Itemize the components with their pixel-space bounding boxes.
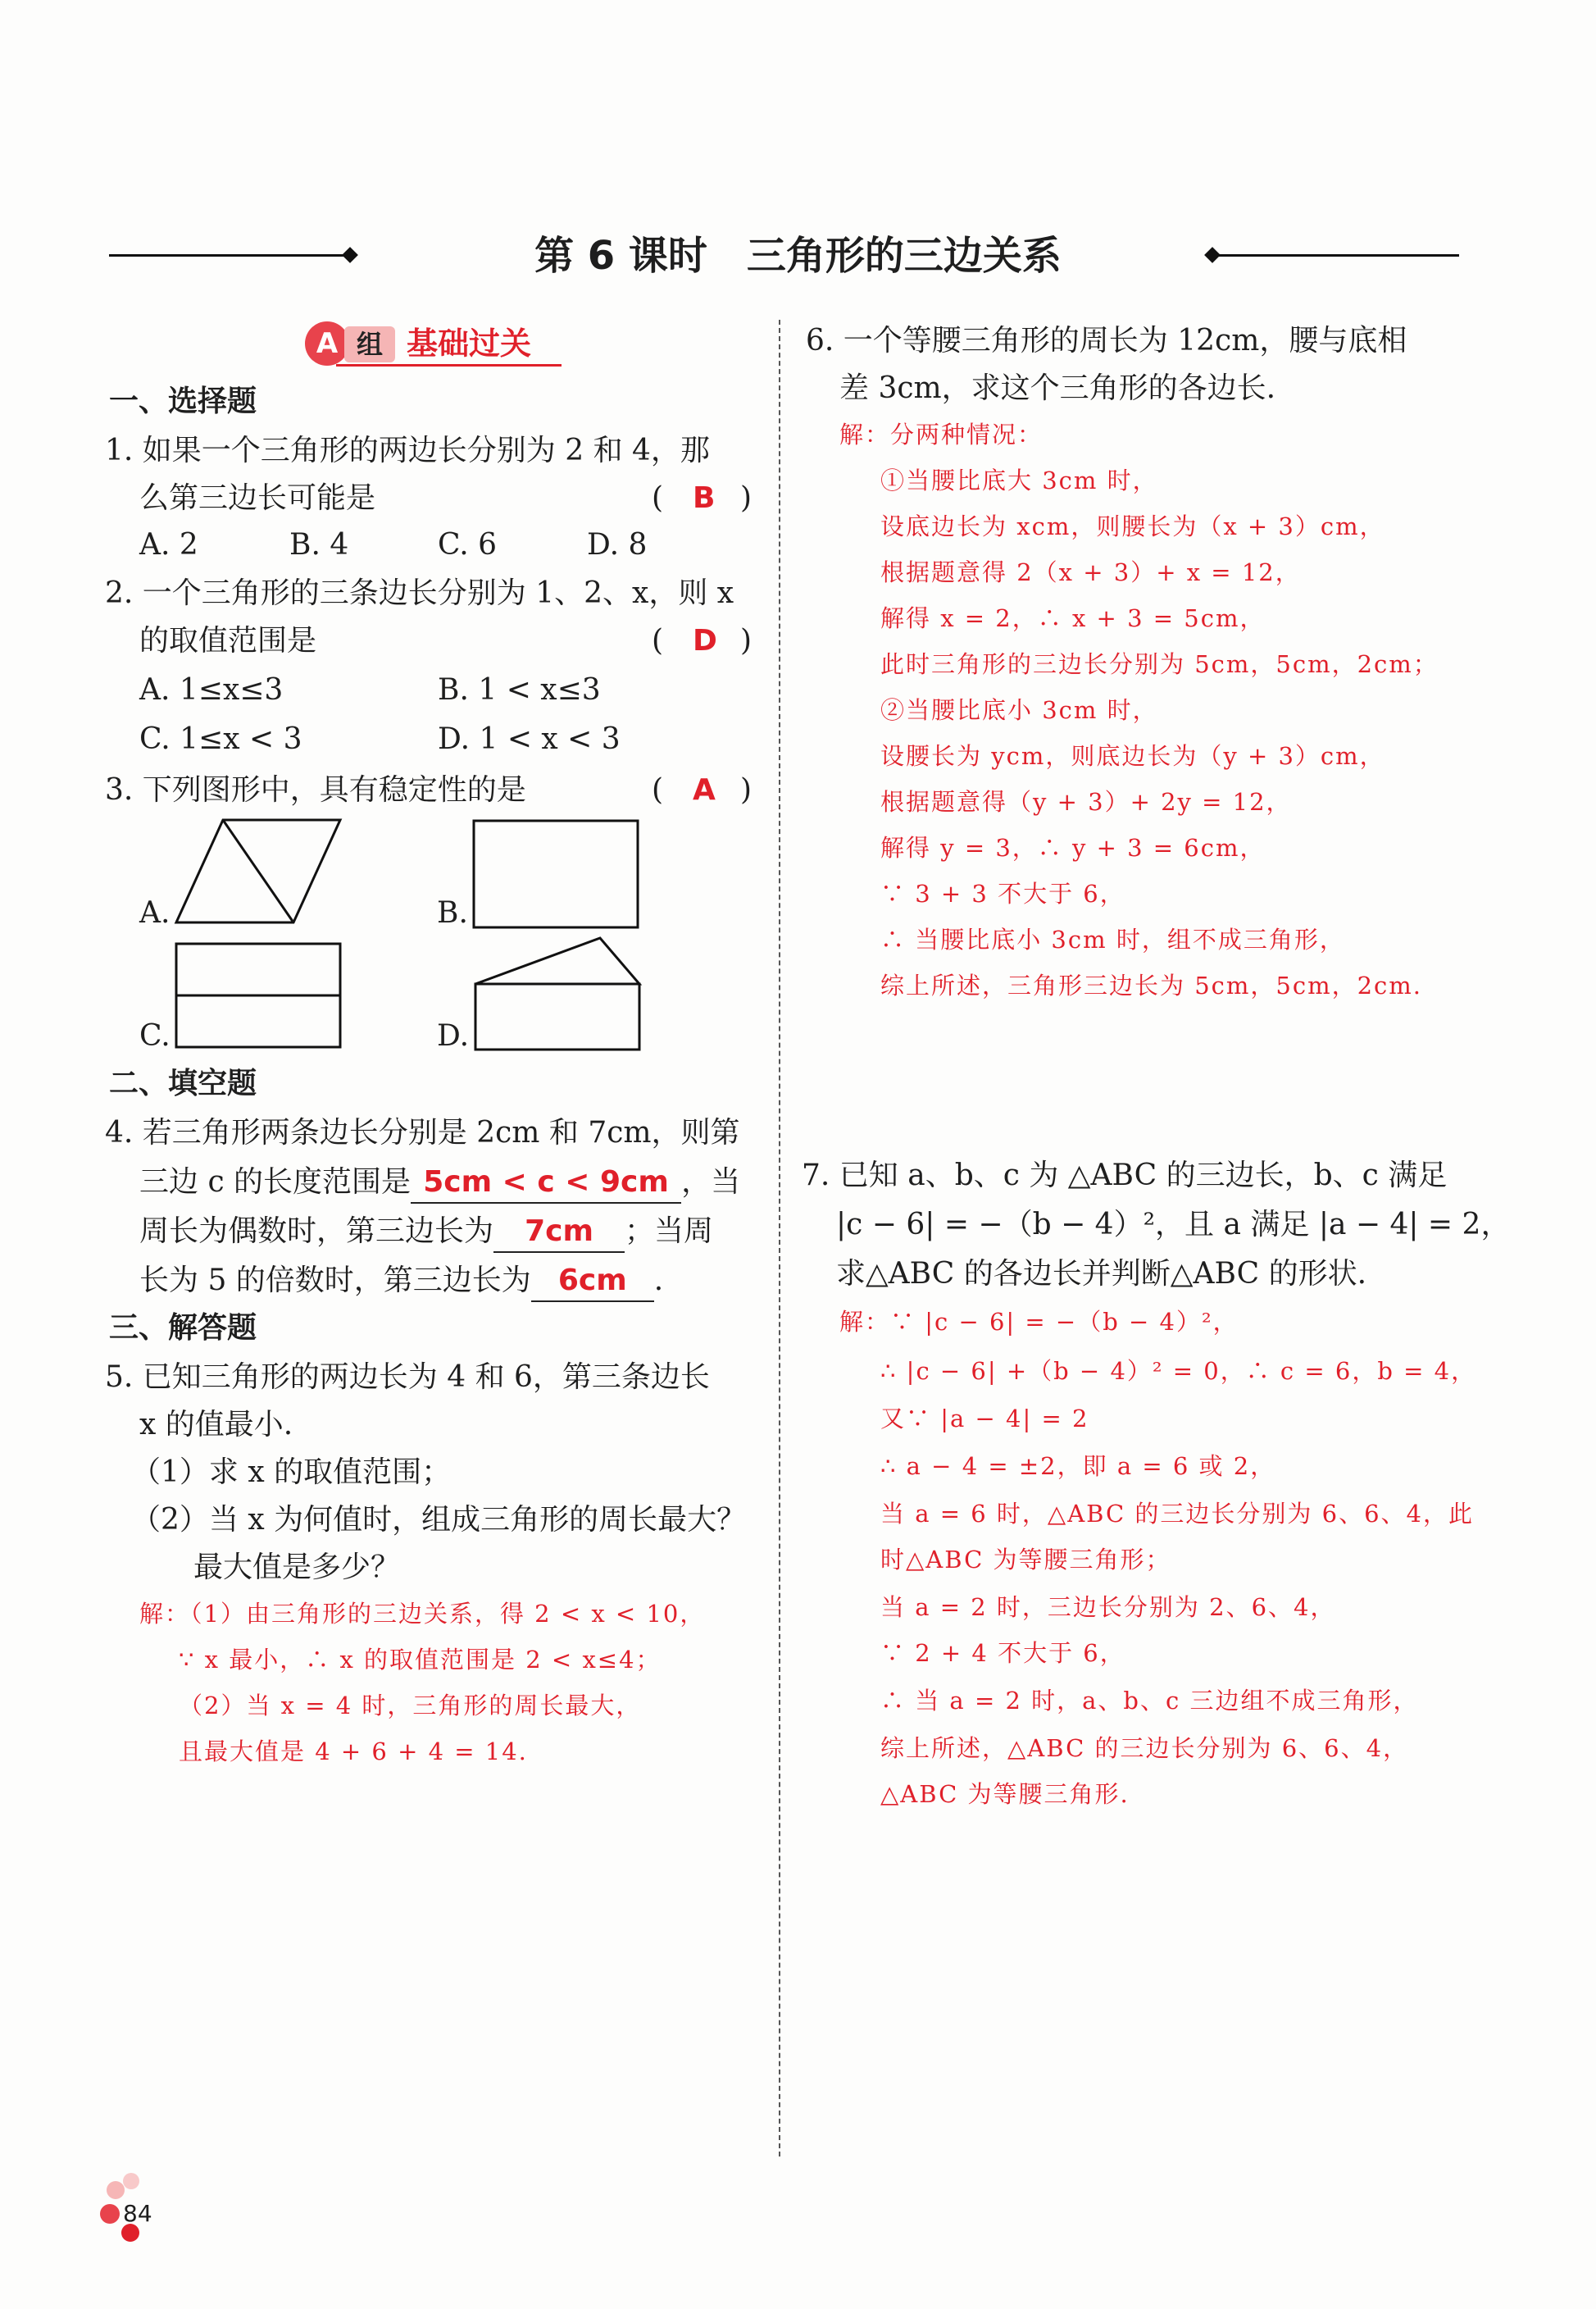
q3-figure-c-split-rectangle [174, 941, 346, 1052]
q1-bracket-close: ) [740, 481, 753, 515]
header-rule-right [1213, 254, 1459, 257]
q6-solution-line: ∵ 3 + 3 不大于 6， [880, 880, 1125, 908]
q6-solution-line: 解得 y = 3，∴ y + 3 = 6cm， [880, 834, 1266, 862]
q4-line4 [139, 1261, 663, 1302]
q1-answer: B [693, 481, 716, 515]
q5-solution-line: （2）当 x = 4 时，三角形的周长最大， [179, 1692, 642, 1719]
q1-option-d: D. 8 [587, 528, 648, 562]
q2-option-a: A. 1≤x≤3 [139, 673, 284, 707]
q3-option-a-label: A. [139, 896, 171, 930]
q4-line1: 4. 若三角形两条边长分别是 2cm 和 7cm，则第 [105, 1116, 740, 1150]
q5-solution-line: 且最大值是 4 + 6 + 4 = 14. [179, 1737, 528, 1765]
q5-line2: x 的值最小. [139, 1408, 293, 1441]
q4-line2 [139, 1163, 740, 1204]
q3-figure-d-house-shape [473, 933, 645, 1054]
q5-solution-line: 解：（1）由三角形的三边关系，得 2 < x < 10， [139, 1600, 706, 1628]
q6-solution-line: 根据题意得 2（x + 3）+ x = 12， [880, 558, 1301, 586]
q4-line2-tail: ，当 [681, 1165, 741, 1199]
q3-answer: A [693, 773, 716, 807]
q3-option-d-label: D. [437, 1019, 470, 1053]
q5-line1: 5. 已知三角形的两边长为 4 和 6，第三条边长 [105, 1360, 710, 1394]
page-title: 第 6 课时 三角形的三边关系 [534, 233, 1062, 279]
q5-part2a: （2）当 x 为何值时，组成三角形的周长最大？ [131, 1503, 747, 1537]
q1-line1: 1. 如果一个三角形的两边长分别为 2 和 4，那 [105, 434, 710, 467]
q7-solution-line: 时△ABC 为等腰三角形； [880, 1546, 1171, 1573]
q6-solution-line: ①当腰比底大 3cm 时， [880, 467, 1158, 494]
q7-solution-line: 综上所述，△ABC 的三边长分别为 6、6、4， [880, 1734, 1409, 1762]
section-choice: 一、选择题 [109, 385, 257, 418]
q6-solution-line: ∴ 当腰比底小 3cm 时，组不成三角形， [880, 926, 1345, 954]
q3-figure-b-rectangle [471, 818, 643, 931]
q6-line1: 6. 一个等腰三角形的周长为 12cm，腰与底相 [806, 324, 1407, 358]
badge-underline [336, 364, 562, 367]
q7-solution-line: ∴ 当 a = 2 时，a、b、c 三边组不成三角形， [880, 1687, 1419, 1715]
q5-part1: （1）求 x 的取值范围； [131, 1455, 452, 1489]
q7-solution-line: 当 a = 2 时，三边长分别为 2、6、4， [880, 1593, 1336, 1621]
q4-blank-range: 5cm < c < 9cm [411, 1163, 681, 1204]
column-divider [779, 320, 780, 2156]
q4-line3-text: 周长为偶数时，第三边长为 [139, 1214, 494, 1248]
q3-bracket-close: ) [740, 773, 753, 807]
q6-solution-line: 根据题意得（y + 3）+ 2y = 12， [880, 788, 1292, 816]
q4-line4-text: 长为 5 的倍数时，第三边长为 [139, 1264, 531, 1297]
q4-blank-multiple5: 6cm [531, 1261, 654, 1302]
q4-blank-even: 7cm [493, 1212, 625, 1253]
q2-line1: 2. 一个三角形的三条边长分别为 1、2、x，则 x [105, 576, 734, 610]
q6-solution-line: 综上所述，三角形三边长为 5cm，5cm，2cm. [880, 972, 1423, 1000]
q2-option-d: D. 1 < x < 3 [438, 722, 621, 756]
q1-option-b: B. 4 [289, 528, 349, 562]
q6-solution-line: 设底边长为 xcm，则腰长为（x + 3）cm， [880, 512, 1385, 540]
q7-solution-line: ∴ |c − 6| +（b − 4）² = 0，∴ c = 6，b = 4， [880, 1357, 1477, 1385]
q7-solution-line: 解：∵ |c − 6| = −（b − 4）²， [839, 1308, 1239, 1336]
q2-answer: D [693, 624, 717, 658]
q6-solution-line: 解得 x = 2，∴ x + 3 = 5cm， [880, 604, 1266, 632]
q1-bracket-open: ( [652, 481, 664, 515]
q2-bracket-open: ( [652, 624, 664, 658]
group-badge-group: 组 [344, 326, 395, 362]
q7-line2: |c − 6| = −（b − 4）²，且 a 满足 |a − 4| = 2， [836, 1208, 1511, 1241]
page-number: 84 [123, 2200, 152, 2227]
footer-dot-decoration [100, 2204, 120, 2224]
footer-dot-decoration [123, 2173, 139, 2189]
q7-solution-line: ∴ a − 4 = ±2，即 a = 6 或 2， [880, 1452, 1276, 1480]
q6-solution-line: ②当腰比底小 3cm 时， [880, 696, 1158, 724]
q4-line3-tail: ；当周 [625, 1214, 714, 1248]
q3-option-c-label: C. [139, 1019, 171, 1053]
q1-option-a: A. 2 [139, 528, 198, 562]
q3-figure-a-parallelogram [172, 816, 352, 931]
q7-line3: 求△ABC 的各边长并判断△ABC 的形状. [836, 1257, 1367, 1291]
q6-solution-line: 设腰长为 ycm，则底边长为（y + 3）cm， [880, 742, 1385, 770]
q1-line2: 么第三边长可能是 [139, 481, 376, 515]
section-fill: 二、填空题 [109, 1067, 257, 1100]
q4-line2-text: 三边 c 的长度范围是 [139, 1165, 412, 1199]
q5-solution-line: ∵ x 最小，∴ x 的取值范围是 2 < x≤4； [179, 1646, 662, 1674]
footer-dot-decoration [107, 2181, 125, 2199]
q5-part2b: 最大值是多少？ [193, 1551, 401, 1584]
q7-line1: 7. 已知 a、b、c 为 △ABC 的三边长，b、c 满足 [802, 1159, 1448, 1192]
q6-solution-line: 此时三角形的三边长分别为 5cm，5cm，2cm； [880, 650, 1439, 678]
q3-line1: 3. 下列图形中，具有稳定性的是 [105, 773, 526, 807]
q2-option-c: C. 1≤x < 3 [139, 722, 302, 756]
q7-solution-line: ∵ 2 + 4 不大于 6， [880, 1639, 1125, 1667]
q3-bracket-open: ( [652, 773, 664, 807]
q7-solution-line: 当 a = 6 时，△ABC 的三边长分别为 6、6、4，此 [880, 1500, 1474, 1528]
q4-line3 [139, 1212, 713, 1253]
q2-option-b: B. 1 < x≤3 [438, 673, 601, 707]
q3-option-b-label: B. [437, 896, 468, 930]
q6-line2: 差 3cm，求这个三角形的各边长. [839, 371, 1276, 405]
q4-line4-tail: . [653, 1264, 664, 1297]
group-badge-label: 基础过关 [407, 326, 532, 362]
q1-option-c: C. 6 [438, 528, 498, 562]
group-badge-letter: A [305, 321, 349, 366]
q2-line2: 的取值范围是 [139, 624, 317, 658]
q6-solution-line: 解：分两种情况： [839, 421, 1044, 449]
section-solve: 三、解答题 [109, 1311, 257, 1345]
q7-solution-line: △ABC 为等腰三角形. [880, 1780, 1130, 1808]
q2-bracket-close: ) [740, 624, 753, 658]
q7-solution-line: 又∵ |a − 4| = 2 [880, 1405, 1089, 1432]
